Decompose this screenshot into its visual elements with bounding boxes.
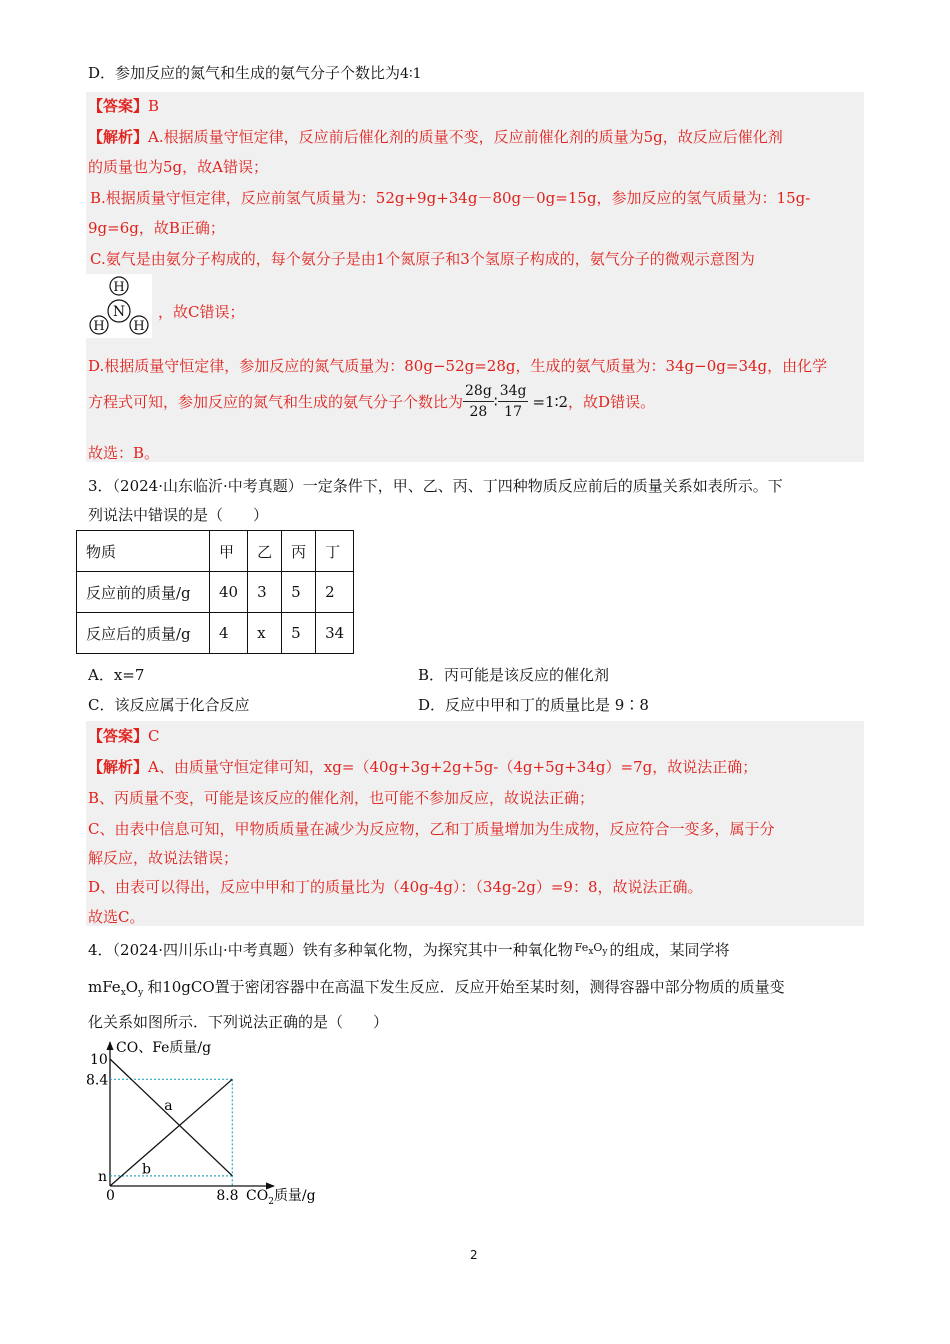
- fraction-nitrogen: [463, 381, 494, 422]
- fraction-ammonia: [498, 381, 529, 422]
- q2-analysis-line-6: ，故C错误；: [158, 303, 245, 321]
- q3-analysis-line-4: 解反应，故说法错误；: [88, 849, 239, 867]
- q2-analysis-line-2: 的质量也为5g，故A错误；: [88, 158, 268, 176]
- frac-result: =1∶2: [532, 392, 569, 411]
- frac1-den: 28: [469, 404, 488, 420]
- table-row: [77, 572, 354, 613]
- table-cell: 2: [316, 572, 354, 613]
- chart-y-tick-8-4: 8.4: [86, 1072, 109, 1089]
- frac-sep: ∶: [493, 392, 498, 411]
- chart-y-tick-n: n: [98, 1168, 108, 1185]
- q4-stem-line-2: [88, 976, 785, 998]
- molecule-h-right: H: [133, 319, 145, 334]
- q4-stem-line-3: 化关系如图所示．下列说法正确的是（ ）: [88, 1013, 389, 1031]
- q4-stem-text-2: 和10gCO置于密闭容器中在高温下发生反应．反应开始至某时刻，测得容器中部分物质的质量变: [147, 978, 785, 996]
- chart-origin-label: 0: [106, 1188, 115, 1204]
- molecule-n: N: [112, 304, 126, 320]
- q3-analysis-line-6: 故选C。: [88, 908, 145, 926]
- chart-series-label-a: a: [164, 1097, 173, 1114]
- chart-x-tick-8-8: 8.8: [216, 1188, 239, 1204]
- q3-answer-tag: 【答案】: [88, 727, 149, 745]
- chart-x-label: [246, 1188, 316, 1207]
- formula-o: O: [593, 941, 603, 954]
- chart-x-label-post: 质量/g: [273, 1188, 316, 1204]
- q4-formula-mfexoy: [88, 978, 143, 996]
- q2-analysis-tag: 【解析】: [88, 128, 149, 146]
- q3-option-b: B．丙可能是该反应的催化剂: [418, 666, 610, 684]
- chart-y-label: CO、Fe质量/g: [116, 1040, 212, 1056]
- q2-option-d: [88, 62, 422, 83]
- q4-formula-fexoy: [574, 941, 608, 957]
- molecule-h-top: H: [113, 280, 125, 295]
- table-cell: 4: [210, 613, 248, 654]
- formula-fe: Fe: [574, 941, 589, 954]
- page-number: 2: [470, 1248, 478, 1262]
- formula-mfe: mFe: [88, 978, 121, 996]
- chart-y-tick-10: 10: [90, 1052, 108, 1068]
- q3-mass-table: [76, 530, 354, 654]
- q2-option-d-ratio: 4∶1: [400, 66, 422, 82]
- molecule-h-left: H: [93, 319, 105, 334]
- series-line-b: [110, 1079, 232, 1186]
- q3-analysis-line-5: D、由表可以得出，反应中甲和丁的质量比为（40g-4g）：（34g-2g）=9：8，故说法正确。: [88, 878, 703, 896]
- frac2-den: 17: [504, 404, 522, 420]
- q2-answer-tag: 【答案】: [88, 97, 149, 115]
- q2-analysis-line-7: D.根据质量守恒定律，参加反应的氮气质量为：80g−52g=28g，生成的氨气质量为：34g−0g=34g，由化学: [88, 357, 828, 375]
- q3-answer-line: [88, 725, 160, 746]
- formula-o2: O: [125, 978, 139, 996]
- q2-analysis-line-1: [88, 126, 783, 147]
- table-cell: 反应后的质量/g: [77, 613, 210, 654]
- formula-x: x: [588, 947, 594, 957]
- frac2-num: 34g: [498, 381, 529, 402]
- table-row: [77, 613, 354, 654]
- table-cell: 34: [316, 613, 354, 654]
- table-cell: x: [248, 613, 282, 654]
- q3-stem-line-2: 列说法中错误的是（ ）: [88, 506, 269, 524]
- table-cell: 40: [210, 572, 248, 613]
- q3-analysis-text-1: A、由质量守恒定律可知，xg=（40g+3g+2g+5g-（4g+5g+34g）=7g，故说法正确；: [148, 758, 758, 776]
- table-cell: 5: [282, 613, 316, 654]
- table-cell: 反应前的质量/g: [77, 572, 210, 613]
- q2-answer-line: [88, 95, 159, 116]
- q4-chart: [82, 1034, 352, 1214]
- q3-analysis-tag: 【解析】: [88, 758, 149, 776]
- q2-analysis-text-1: A.根据质量守恒定律，反应前后催化剂的质量不变，反应前催化剂的质量为5g，故反应后催化剂: [148, 128, 783, 146]
- q3-option-c: C．该反应属于化合反应: [88, 696, 250, 714]
- q4-stem-text-1-end: 的组成，某同学将: [609, 941, 730, 959]
- q3-option-a: A．x=7: [88, 666, 145, 684]
- table-header-cell: 丙: [282, 531, 316, 572]
- q2-analysis-text-8: 方程式可知，参加反应的氮气和生成的氨气分子个数比为: [88, 393, 464, 411]
- chart-series-label-b: b: [141, 1161, 151, 1178]
- q2-answer: B: [148, 97, 160, 115]
- q4-stem-line-1: [88, 939, 730, 960]
- chart-x-label-pre: CO: [246, 1188, 269, 1204]
- q2-analysis-line-8: [88, 381, 655, 422]
- formula-x2: x: [120, 988, 126, 998]
- q3-answer: C: [148, 727, 160, 745]
- q2-analysis-line-3: B.根据质量守恒定律，反应前氢气质量为：52g+9g+34g－80g－0g=15g，参加反应的氢气质量为：15g-: [90, 189, 811, 207]
- q3-option-d: D．反应中甲和丁的质量比是 9∶8: [418, 696, 649, 714]
- q2-analysis-line-4: 9g=6g，故B正确；: [88, 219, 225, 237]
- table-header-row: [77, 531, 354, 572]
- q3-analysis-line-3: C、由表中信息可知，甲物质质量在减少为反应物，乙和丁质量增加为生成物，反应符合一变多，属于分: [88, 820, 775, 838]
- q4-stem-text-1: 4．（2024·四川乐山·中考真题）铁有多种氧化物，为探究其中一种氧化物: [88, 941, 573, 959]
- q2-analysis-line-5: C.氨气是由氨分子构成的，每个氨分子是由1个氮原子和3个氢原子构成的，氨气分子的微观示意图为: [90, 250, 755, 268]
- table-header-cell: 丁: [316, 531, 354, 572]
- table-header-cell: 甲: [210, 531, 248, 572]
- q2-conclusion: 故选：B。: [88, 444, 160, 462]
- table-cell: 3: [248, 572, 282, 613]
- table-cell: 5: [282, 572, 316, 613]
- frac1-num: 28g: [463, 381, 494, 402]
- q2-analysis-text-9: ，故D错误。: [568, 393, 656, 411]
- formula-y2: y: [138, 988, 144, 998]
- series-line-a: [110, 1059, 232, 1176]
- formula-y: y: [602, 947, 608, 957]
- table-header-cell: 乙: [248, 531, 282, 572]
- q3-analysis-line-1: [88, 756, 757, 777]
- q3-stem-line-1: 3．（2024·山东临沂·中考真题）一定条件下，甲、乙、丙、丁四种物质反应前后的质量关系如表所示。下: [88, 477, 783, 495]
- q3-analysis-line-2: B、丙质量不变，可能是该反应的催化剂，也可能不参加反应，故说法正确；: [88, 789, 595, 807]
- ammonia-molecule-figure: [86, 274, 152, 338]
- table-header-cell: 物质: [77, 531, 210, 572]
- chart-x-label-sub: 2: [268, 1197, 274, 1207]
- chart-series: [110, 1059, 232, 1186]
- q2-option-d-text: D．参加反应的氮气和生成的氨气分子个数比为: [88, 64, 401, 82]
